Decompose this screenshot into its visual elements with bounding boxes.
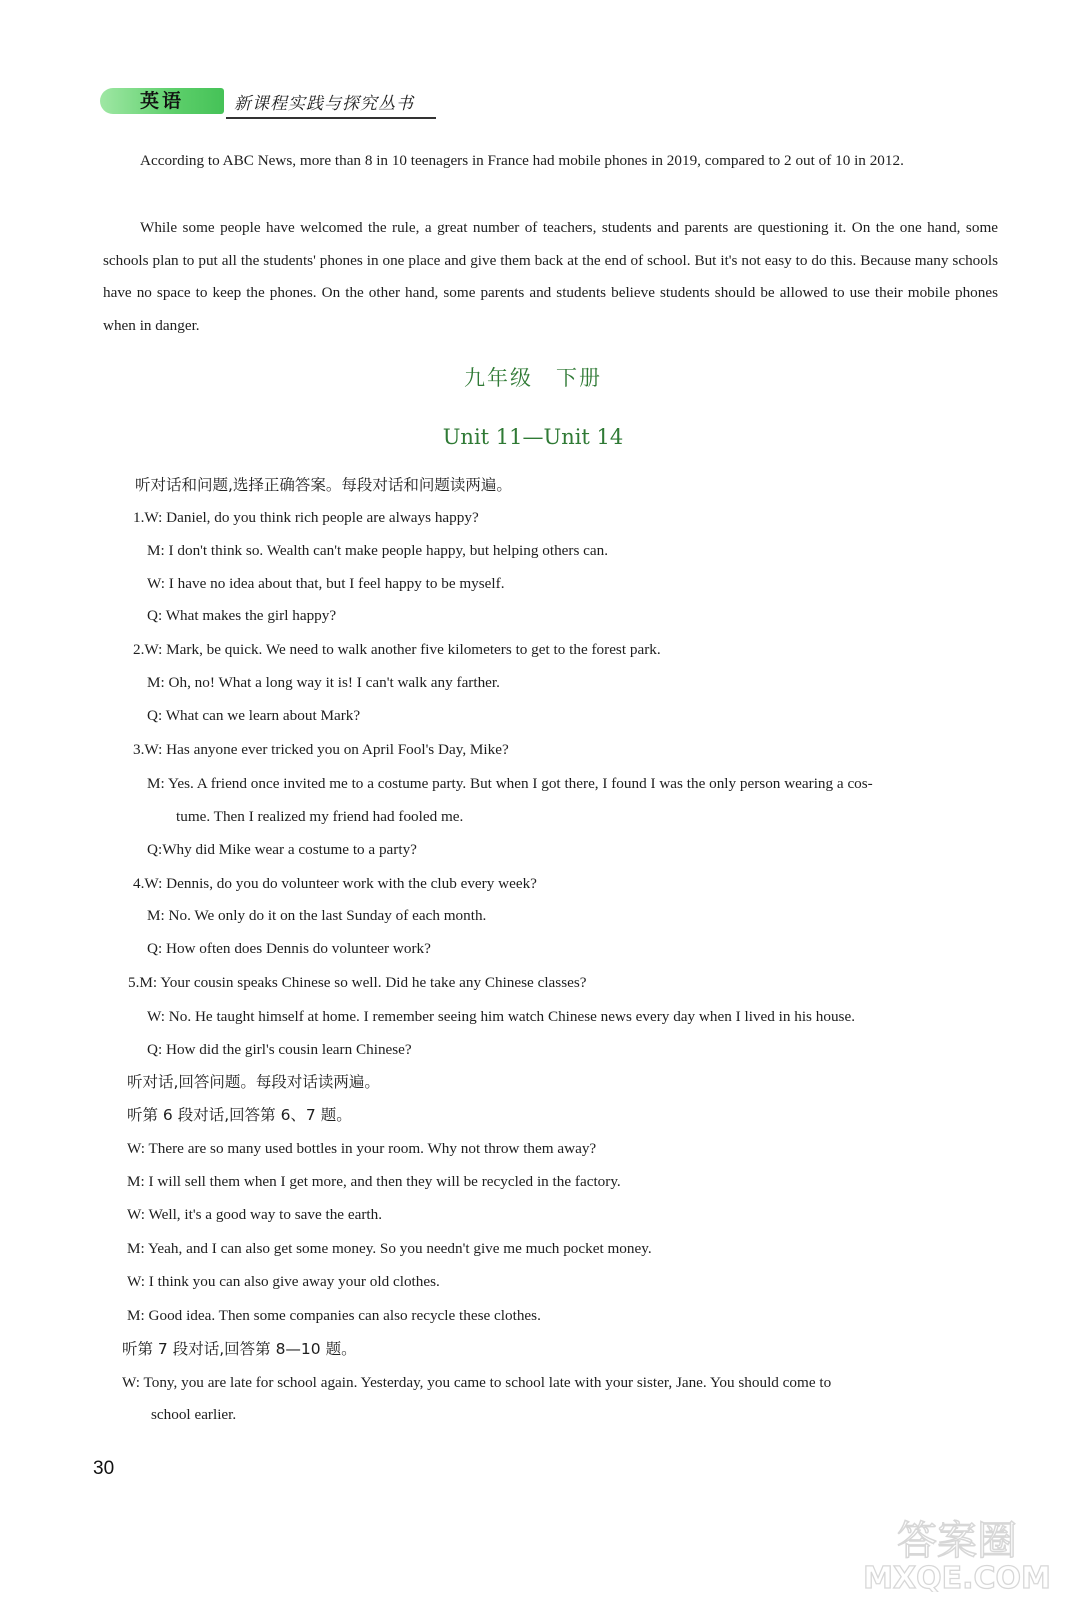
dialogue-line: M: Yeah, and I can also get some money. So you needn't give me much pocket money. — [127, 1240, 652, 1257]
dialogue-line-continued: school earlier. — [151, 1406, 237, 1423]
dialogue-instruction: 听第 7 段对话,回答第 8—10 题。 — [122, 1340, 357, 1358]
dialogue-line: 4.W: Dennis, do you do volunteer work with the club every week? — [133, 875, 537, 892]
dialogue-line: M: I will sell them when I get more, and then they will be recycled in the factory. — [127, 1173, 621, 1190]
dialogue-line: W: Tony, you are late for school again. Yesterday, you came to school late with your sister, Jane. You should come to — [122, 1374, 832, 1391]
watermark-logo — [862, 1508, 1052, 1592]
grade-heading: 九年级 下册 — [464, 366, 602, 390]
dialogue-line: 3.W: Has anyone ever tricked you on April Fool's Day, Mike? — [133, 741, 509, 758]
section-instruction: 听对话,回答问题。每段对话读两遍。 — [127, 1073, 380, 1091]
dialogue-line: M: I don't think so. Wealth can't make people happy, but helping others can. — [147, 542, 609, 559]
dialogue-line: 5.M: Your cousin speaks Chinese so well. Did he take any Chinese classes? — [128, 974, 587, 991]
watermark-bottom: MXQE.COM — [863, 1561, 1051, 1592]
dialogue-line: M: Yes. A friend once invited me to a costume party. But when I got there, I found I was the only person wearing a cos- — [147, 775, 873, 792]
dialogue-line: W: Well, it's a good way to save the earth. — [127, 1206, 382, 1223]
dialogue-line: W: I have no idea about that, but I feel happy to be myself. — [147, 575, 505, 592]
question-line: Q:Why did Mike wear a costume to a party? — [147, 841, 417, 858]
question-line: Q: What makes the girl happy? — [147, 607, 337, 624]
header-underline — [226, 117, 436, 119]
dialogue-line: M: Good idea. Then some companies can also recycle these clothes. — [127, 1307, 541, 1324]
page-header — [100, 86, 436, 120]
intro-paragraph-1: According to ABC News, more than 8 in 10 teenagers in France had mobile phones in 2019, compared to 2 out of 10 in 2012. — [140, 152, 904, 169]
subject-label: 英语 — [139, 90, 184, 112]
series-title: 新课程实践与探究丛书 — [234, 94, 414, 114]
subject-tab — [100, 88, 224, 114]
dialogue-line: W: No. He taught himself at home. I remember seeing him watch Chinese news every day when I lived in his house. — [147, 1008, 855, 1025]
dialogue-line: 2.W: Mark, be quick. We need to walk another five kilometers to get to the forest park. — [133, 641, 661, 658]
dialogue-line-continued: tume. Then I realized my friend had fooled me. — [176, 808, 464, 825]
intro-paragraph-2: While some people have welcomed the rule, a great number of teachers, students and parents are questioning it. On the one hand, some schools plan to put all the students' phones in one place and give them back at the end of school. But it's not easy to do this. Because many schools have no space to keep the phones. On the other hand, some parents and students believe students should be allowed to use their mobile phones when in danger. — [103, 219, 998, 334]
page-number: 30 — [93, 1458, 115, 1479]
watermark-top: 答案圈 — [897, 1518, 1017, 1564]
unit-heading: Unit 11—Unit 14 — [442, 425, 624, 449]
dialogue-line: 1.W: Daniel, do you think rich people are always happy? — [133, 509, 479, 526]
question-line: Q: How did the girl's cousin learn Chinese? — [147, 1041, 412, 1058]
dialogue-line: W: I think you can also give away your old clothes. — [127, 1273, 440, 1290]
section-instruction: 听对话和问题,选择正确答案。每段对话和问题读两遍。 — [135, 476, 512, 494]
dialogue-instruction: 听第 6 段对话,回答第 6、7 题。 — [127, 1106, 352, 1124]
dialogue-line: M: No. We only do it on the last Sunday of each month. — [147, 907, 487, 924]
dialogue-line: W: There are so many used bottles in your room. Why not throw them away? — [127, 1140, 597, 1157]
question-line: Q: How often does Dennis do volunteer work? — [147, 940, 431, 957]
question-line: Q: What can we learn about Mark? — [147, 707, 361, 724]
dialogue-line: M: Oh, no! What a long way it is! I can't walk any farther. — [147, 674, 500, 691]
